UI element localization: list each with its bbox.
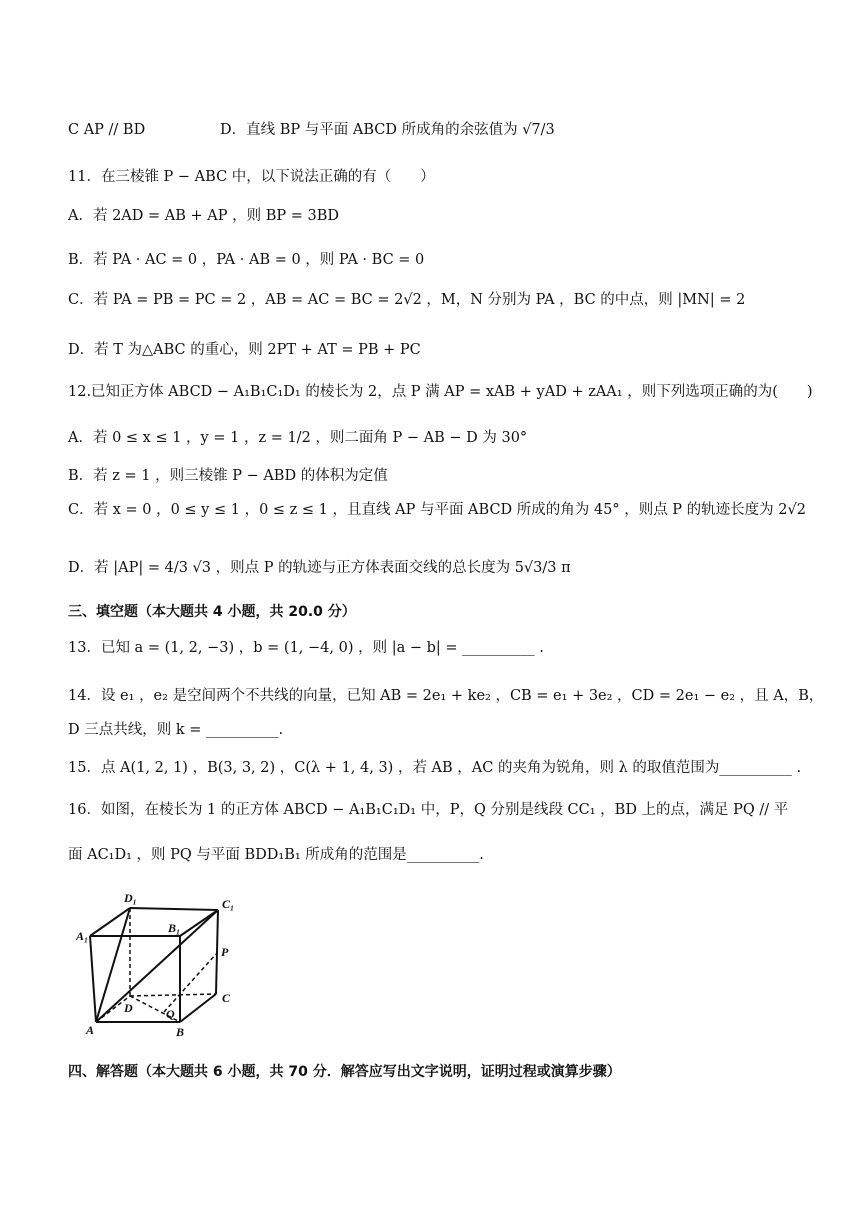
line-q-p <box>164 954 216 1012</box>
diag-a-c1 <box>96 910 218 1022</box>
text-line-q11: 11．在三棱锥 P − ABC 中，以下说法正确的有（ ） <box>68 169 435 185</box>
label-p: P <box>221 945 229 959</box>
text-line-sec3: 三、填空题（本大题共 4 小题，共 20.0 分） <box>68 604 356 620</box>
text-line-q12d: D．若 |AP| = 4/3 √3 ，则点 P 的轨迹与正方体表面交线的总长度为 5√3/3 π <box>68 560 571 576</box>
edge-c1-c <box>216 910 218 994</box>
label-b1: B₁ <box>168 921 181 935</box>
edge-a1-a <box>90 936 96 1022</box>
text-line-q16: 16．如图，在棱长为 1 的正方体 ABCD − A₁B₁C₁D₁ 中，P，Q 分别是线段 CC₁ ，BD 上的点，满足 PQ // 平 <box>68 802 789 818</box>
label-a: A <box>86 1023 95 1037</box>
text-line-q14b: D 三点共线，则 k = __________. <box>68 722 284 738</box>
label-c: C <box>222 991 231 1005</box>
text-line-q15: 15．点 A(1, 2, 1) ，B(3, 3, 2) ，C(λ + 1, 4, 3) ，若 AB ，AC 的夹角为锐角，则 λ 的取值范围为__________ . <box>68 760 802 776</box>
text-line-sec4: 四、解答题（本大题共 6 小题，共 70 分．解答应写出文字说明，证明过程或演算步骤） <box>68 1064 621 1080</box>
label-b: B <box>176 1025 185 1039</box>
text-line-q11a: A．若 2AD = AB + AP ，则 BP = 3BD <box>68 208 339 224</box>
text-line-q11b: B．若 PA · AC = 0 ，PA · AB = 0 ，则 PA · BC = 0 <box>68 252 425 268</box>
text-line-q10c: C AP // BD <box>68 122 146 138</box>
edge-d1-c1 <box>130 908 218 910</box>
text-line-q16b: 面 AC₁D₁ ，则 PQ 与平面 BDD₁B₁ 所成角的范围是__________. <box>68 847 484 863</box>
cube-figure <box>76 890 246 1040</box>
label-d: D <box>124 1001 133 1015</box>
label-d1: D₁ <box>124 891 137 905</box>
text-line-q12: 12.已知正方体 ABCD − A₁B₁C₁D₁ 的棱长为 2，点 P 满 AP = xAB + yAD + zAA₁ ，则下列选项正确的为( ) <box>68 384 813 400</box>
text-line-q13: 13．已知 a = (1, 2, −3) ，b = (1, −4, 0) ，则 |a − b| = __________ . <box>68 640 544 656</box>
text-line-q12c: C．若 x = 0 ，0 ≤ y ≤ 1 ，0 ≤ z ≤ 1 ，且直线 AP 与平面 ABCD 所成的角为 45° ，则点 P 的轨迹长度为 2√2 <box>68 502 806 518</box>
label-a1: A₁ <box>76 929 89 943</box>
label-c1: C₁ <box>222 897 235 911</box>
edge-b-c <box>180 994 216 1022</box>
text-line-q14: 14．设 e₁ ，e₂ 是空间两个不共线的向量，已知 AB = 2e₁ + ke₂ ，CB = e₁ + 3e₂ ，CD = 2e₁ − e₂ ，且 A，B， <box>68 688 824 704</box>
text-line-q10d: D．直线 BP 与平面 ABCD 所成角的余弦值为 √7/3 <box>220 122 555 138</box>
text-line-q12a: A．若 0 ≤ x ≤ 1 ，y = 1 ，z = 1/2 ，则二面角 P − AB − D 为 30° <box>68 430 528 446</box>
label-q: Q <box>166 1007 175 1021</box>
text-line-q12b: B．若 z = 1 ，则三棱锥 P − ABD 的体积为定值 <box>68 468 388 484</box>
edge-a1-d1 <box>90 908 130 936</box>
edge-d-c <box>130 994 216 996</box>
text-line-q11c: C．若 PA = PB = PC = 2 ，AB = AC = BC = 2√2 ，M，N 分别为 PA ，BC 的中点，则 |MN| = 2 <box>68 292 746 308</box>
text-line-q11d: D．若 T 为△ABC 的重心，则 2PT + AT = PB + PC <box>68 342 421 358</box>
